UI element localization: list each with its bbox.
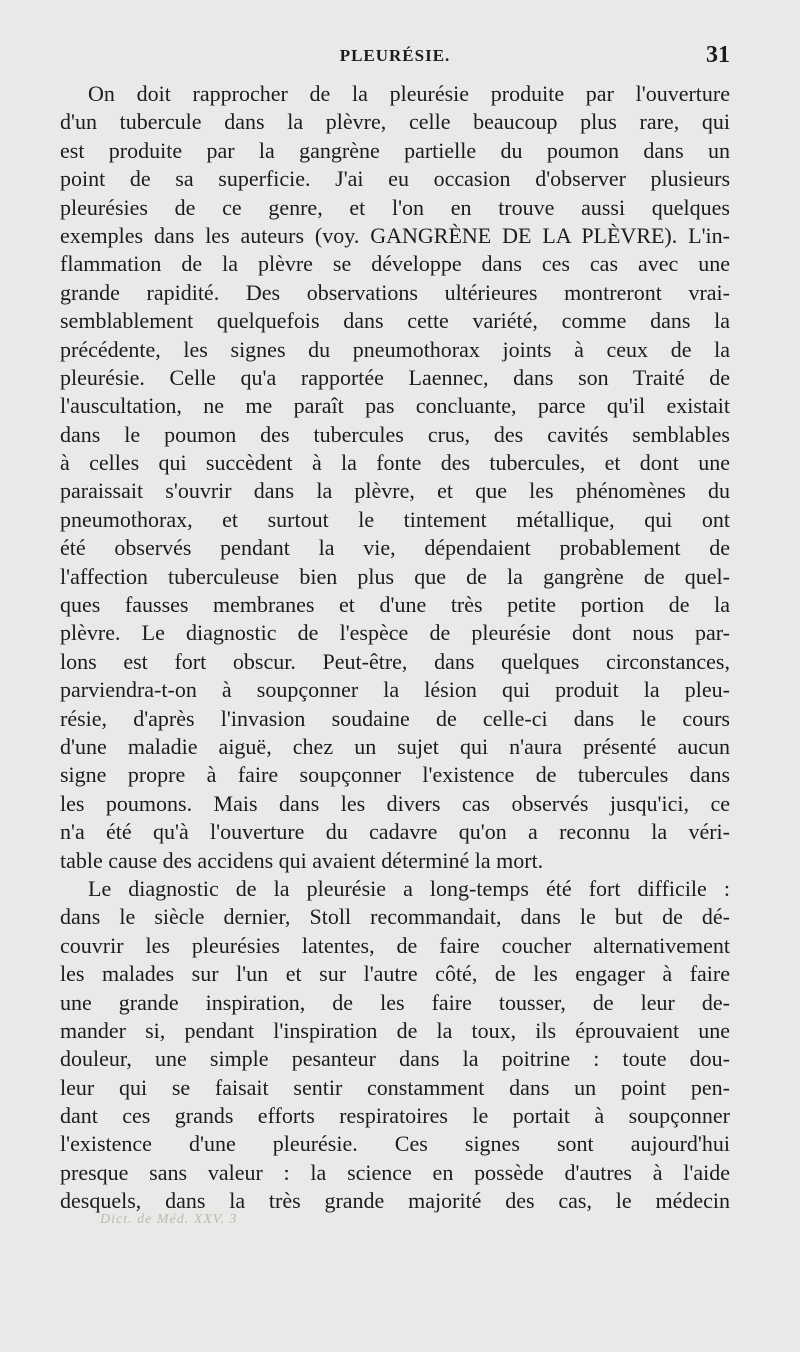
text-line: dans le poumon des tubercules crus, des cavités semblables xyxy=(60,421,730,447)
text-line: On doit rapprocher de la pleurésie produite par l'ouverture xyxy=(88,81,730,106)
text-line: est produite par la gangrène partielle du poumon dans un xyxy=(60,137,730,163)
text-line: mander si, pendant l'inspiration de la toux, ils éprouvaient une xyxy=(60,1017,730,1043)
text-line: les malades sur l'un et sur l'autre côté, de les engager à faire xyxy=(60,961,730,987)
text-line: l'existence d'une pleurésie. Ces signes sont aujourd'hui xyxy=(60,1131,730,1157)
text-line: exemples dans les auteurs (voy. GANGRÈNE DE LA PLÈVRE). L'in- xyxy=(60,222,730,248)
text-line: flammation de la plèvre se développe dans ces cas avec une xyxy=(60,251,730,277)
signature-mark: Dict. de Méd. XXV. 3 xyxy=(100,1212,238,1227)
text-line: pleurésie. Celle qu'a rapportée Laennec, dans son Traité de xyxy=(60,364,730,390)
text-line: ques fausses membranes et d'une très petite portion de la xyxy=(60,592,730,618)
text-line: point de sa superficie. J'ai eu occasion d'observer plusieurs xyxy=(60,166,730,192)
text-line: plèvre. Le diagnostic de l'espèce de pleurésie dont nous par- xyxy=(60,620,730,646)
text-line: desquels, dans la très grande majorité des cas, le médecin xyxy=(60,1188,730,1214)
text-line: semblablement quelquefois dans cette variété, comme dans la xyxy=(60,308,730,334)
text-line: presque sans valeur : la science en possède d'autres à l'aide xyxy=(60,1159,730,1185)
text-line: les poumons. Mais dans les divers cas observés jusqu'ici, ce xyxy=(60,790,730,816)
text-line: leur qui se faisait sentir constamment dans un point pen- xyxy=(60,1074,730,1100)
text-line: d'un tubercule dans la plèvre, celle beaucoup plus rare, qui xyxy=(60,109,730,135)
text-line: grande rapidité. Des observations ultérieures montreront vrai- xyxy=(60,279,730,305)
text-line: une grande inspiration, de les faire tousser, de leur de- xyxy=(60,989,730,1015)
text-line: précédente, les signes du pneumothorax joints à ceux de la xyxy=(60,336,730,362)
text-line: lons est fort obscur. Peut-être, dans quelques circonstances, xyxy=(60,648,730,674)
text-line: été observés pendant la vie, dépendaient probablement de xyxy=(60,535,730,561)
text-line: table cause des accidens qui avaient déterminé la mort. xyxy=(60,847,544,873)
text-line: parviendra-t-on à soupçonner la lésion qui produit la pleu- xyxy=(60,677,730,703)
body-text xyxy=(60,80,730,1216)
text-line: douleur, une simple pesanteur dans la poitrine : toute dou- xyxy=(60,1046,730,1072)
text-line: d'une maladie aiguë, chez un sujet qui n'aura présenté aucun xyxy=(60,733,730,759)
text-line: l'auscultation, ne me paraît pas concluante, parce qu'il existait xyxy=(60,393,730,419)
running-title: PLEURÉSIE. xyxy=(339,46,451,65)
text-line: pleurésies de ce genre, et l'on en trouve aussi quelques xyxy=(60,194,730,220)
text-line: n'a été qu'à l'ouverture du cadavre qu'on a reconnu la véri- xyxy=(60,819,730,845)
text-line: pneumothorax, et surtout le tintement métallique, qui ont xyxy=(60,506,730,532)
text-line: couvrir les pleurésies latentes, de faire coucher alternativement xyxy=(60,932,730,958)
running-head xyxy=(60,42,730,74)
text-line: signe propre à faire soupçonner l'existence de tubercules dans xyxy=(60,762,730,788)
text-line: dans le siècle dernier, Stoll recommandait, dans le but de dé- xyxy=(60,904,730,930)
text-line: résie, d'après l'invasion soudaine de celle-ci dans le cours xyxy=(60,705,730,731)
text-line: à celles qui succèdent à la fonte des tubercules, et dont une xyxy=(60,450,730,476)
text-line: paraissait s'ouvrir dans la plèvre, et que les phénomènes du xyxy=(60,478,730,504)
text-line: dant ces grands efforts respiratoires le portait à soupçonner xyxy=(60,1103,730,1129)
text-line: l'affection tuberculeuse bien plus que de la gangrène de quel- xyxy=(60,563,730,589)
page-number: 31 xyxy=(706,42,730,68)
text-line: Le diagnostic de la pleurésie a long-temps été fort difficile : xyxy=(88,875,730,901)
